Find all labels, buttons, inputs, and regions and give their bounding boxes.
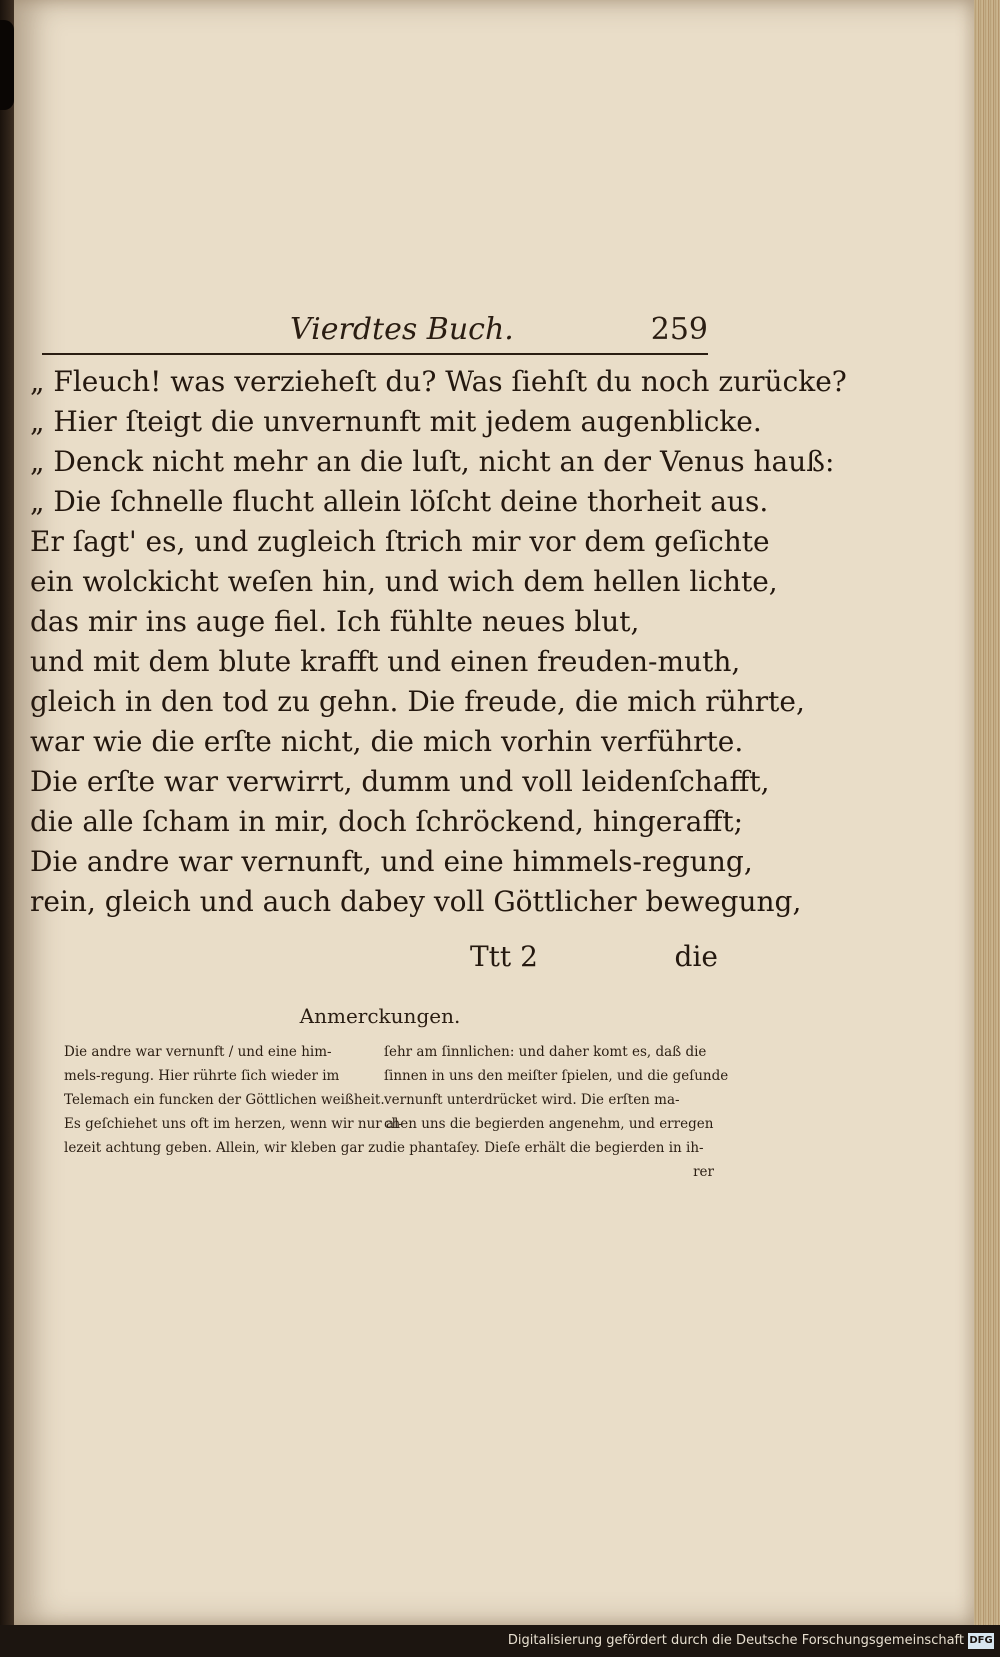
note-line: Die andre war vernunft / und eine him- [64,1044,332,1060]
verse-line: und mit dem blute krafft und einen freuden-muth, [30,645,741,678]
verse-line: gleich in den tod zu gehn. Die freude, die mich rührte, [30,685,805,718]
verse-line: das mir ins auge fiel. Ich fühlte neues blut, [30,605,640,638]
verse-line: „ Die ſchnelle flucht allein löſcht deine thorheit aus. [30,485,769,518]
verse-line: rein, gleich und auch dabey voll Göttlicher bewegung, [30,885,802,918]
note-line: Es geſchiehet uns oft im herzen, wenn wir nur al- [64,1116,403,1132]
catchword: die [674,940,718,973]
note-line: Telemach ein funcken der Göttlichen weißheit. [64,1092,385,1108]
signature-mark: Ttt 2 [470,940,538,973]
note-line: vernunft unterdrücket wird. Die erſten ma- [384,1092,680,1108]
verse-line: „ Hier ſteigt die unvernunft mit jedem augenblicke. [30,405,762,438]
verse-line: „ Denck nicht mehr an die luſt, nicht an der Venus hauß: [30,445,835,478]
verse-block [30,362,847,922]
verse-line: die alle ſcham in mir, doch ſchröckend, hingerafft; [30,805,744,838]
header-rule [42,353,708,355]
notes-catchword: rer [693,1164,714,1180]
page-header [290,312,708,352]
note-line: ſehr am ſinnlichen: und daher komt es, daß die [384,1044,707,1060]
note-line: die phantaſey. Dieſe erhält die begierden in ih- [384,1140,704,1156]
note-line: ſinnen in uns den meiſter ſpielen, und die geſunde [384,1068,729,1084]
signature-row [470,940,718,980]
notes-column-left [64,1040,403,1160]
running-title: Vierdtes Buch. [290,312,514,347]
notes-column-right [384,1040,729,1184]
notes-heading: Anmerckungen. [299,1004,461,1028]
note-line: chen uns die begierden angenehm, und erregen [384,1116,714,1132]
verse-line: ein wolckicht weſen hin, und wich dem hellen lichte, [30,565,778,598]
verse-line: war wie die erſte nicht, die mich vorhin verführte. [30,725,744,758]
binding-shadow [0,20,14,110]
page-edges [974,0,1000,1625]
verse-line: „ Fleuch! was verzieheſt du? Was ſiehſt du noch zurücke? [30,365,847,398]
verse-line: Die andre war vernunft, und eine himmels-regung, [30,845,753,878]
dfg-logo: DFG [968,1633,994,1649]
note-line: mels-regung. Hier rührte ſich wieder im [64,1068,340,1084]
page-number: 259 [650,312,708,347]
verse-line: Die erſte war verwirrt, dumm und voll leidenſchafft, [30,765,770,798]
funding-credit: Digitalisierung gefördert durch die Deutsche Forschungsgemeinschaft [507,1633,964,1648]
verse-line: Er ſagt' es, und zugleich ſtrich mir vor dem geſichte [30,525,770,558]
note-line: lezeit achtung geben. Allein, wir kleben gar zu [64,1140,384,1156]
